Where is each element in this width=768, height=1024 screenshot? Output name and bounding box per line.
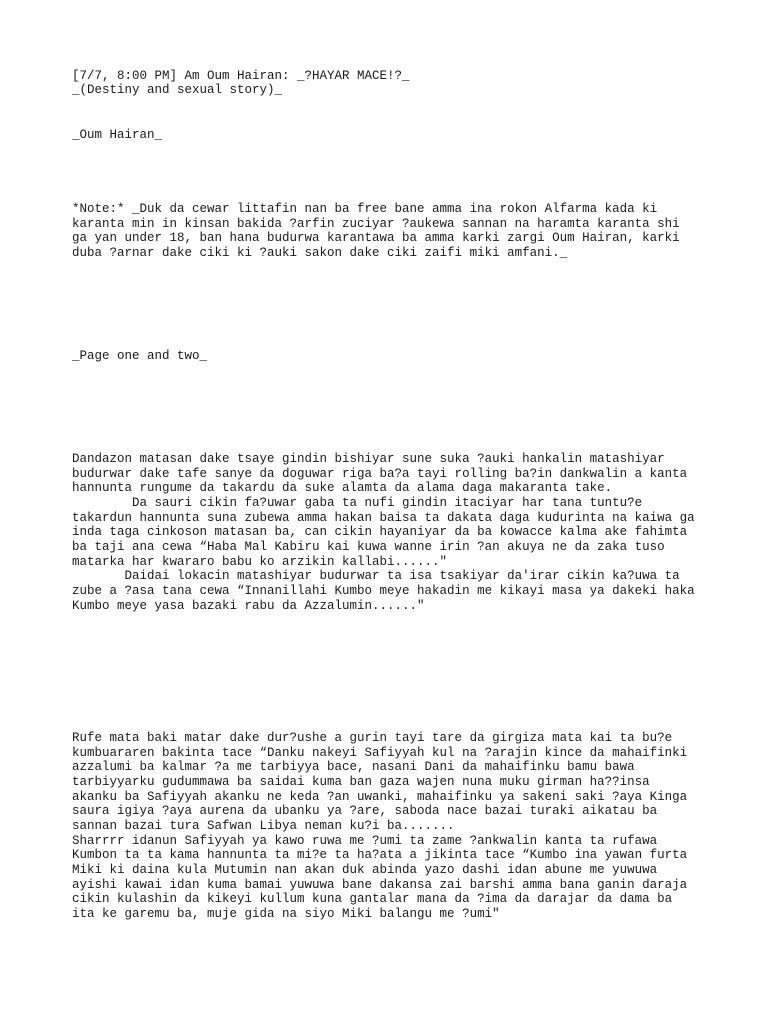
note-line: karanta min in kinsan bakida ?arfin zuciyar ?aukewa sannan na haramta karanta shi xyxy=(72,217,680,231)
paragraph-line: Kumbo meye yasa bazaki rabu da Azzalumin......" xyxy=(72,599,425,613)
paragraph-line: akanku ba Safiyyah akanku ne keda ?an uwanki, mahaifinku ya sakeni saki ?aya Kinga xyxy=(72,790,688,804)
paragraph-line: zube a ?asa tana cewa “Innanillahi Kumbo meye hakadin me kikayi masa ya dakeki haka xyxy=(72,584,695,598)
paragraph-line: tarbiyyarku gudummawa ba saidai kuma ban gaza wajen nuna muku girman ha??insa xyxy=(72,775,650,789)
paragraph-line: matarka har kwararo babu ko arzikin kallabi......" xyxy=(72,555,448,569)
paragraph-line: takardun hannunta suna zubewa amma hakan baisa ta dakata daga kudurinta na kaiwa ga xyxy=(72,511,695,525)
paragraph-line: Miki ki daina kula Mutumin nan akan duk abinda yazo dashi idan abune me yuwuwa xyxy=(72,863,658,877)
paragraph-line: inda taga cinkoson matasan ba, can cikin hayaniyar da ba kowacce kalma ake fahimta xyxy=(72,525,688,539)
note-line: ga yan under 18, ban hana budurwa karantawa ba amma karki zargi Oum Hairan, karki xyxy=(72,231,680,245)
note-line: duba ?arnar dake ciki ki ?auki sakon dake ciki zaifi miki amfani._ xyxy=(72,246,568,260)
paragraph-line: budurwar dake tafe sanye da doguwar riga ba?a tayi rolling ba?in dankwalin a kanta xyxy=(72,467,688,481)
paragraph-line: Sharrrr idanun Safiyyah ya kawo ruwa me ?umi ta zame ?ankwalin kanta ta rufawa xyxy=(72,834,658,848)
paragraph-line: Kumbon ta ta kama hannunta ta mi?e ta ha?ata a jikinta tace “Kumbo ina yawan furta xyxy=(72,848,688,862)
paragraph-line: saura igiya ?aya aurena da ubanku ya ?are, saboda nace bazai turaki aikatau ba xyxy=(72,804,658,818)
author-name: _Oum Hairan_ xyxy=(72,128,163,142)
paragraph-line: cikin kulashin da kikeyi kullum kuna gantalar mana da ?ima da darajar da dama ba xyxy=(72,892,673,906)
note-line: *Note:* _Duk da cewar littafin nan ba free bane amma ina rokon Alfarma kada ki xyxy=(72,202,658,216)
paragraph-line: Da sauri cikin fa?uwar gaba ta nufi gindin itaciyar har tana tuntu?e xyxy=(72,496,643,510)
paragraph-line: Dandazon matasan dake tsaye gindin bishiyar sune suka ?auki hankalin matashiyar xyxy=(72,452,665,466)
paragraph-line: kumbuararen bakinta tace “Danku nakeyi Safiyyah kul na ?arajin kince da mahaifinki xyxy=(72,746,688,760)
paragraph-line: Rufe mata baki matar dake dur?ushe a gurin tayi tare da girgiza mata kai ta bu?e xyxy=(72,731,673,745)
page-label: _Page one and two_ xyxy=(72,349,208,363)
paragraph-line: ayishi kawai idan kuma bamai yuwuwa bane dakansa zai barshi amma bana ganin daraja xyxy=(72,878,688,892)
paragraph-line: hannunta rungume da takardu da suke alamta da alama daga makaranta take. xyxy=(72,481,613,495)
paragraph-line: azzalumi ba kalmar ?a me tarbiyya bace, nasani Dani da mahaifinku bamu bawa xyxy=(72,760,635,774)
header-subtitle: _(Destiny and sexual story)_ xyxy=(72,83,283,97)
header-line: [7/7, 8:00 PM] Am Oum Hairan: _?HAYAR MACE!?_ xyxy=(72,69,410,83)
paragraph-line: sannan bazai tura Safwan Libya neman ku?i ba....... xyxy=(72,819,455,833)
paragraph-line: ba taji ana cewa “Haba Mal Kabiru kai kuwa wanne irin ?an akuya ne da zaka tuso xyxy=(72,540,665,554)
paragraph-line: Daidai lokacin matashiyar budurwar ta isa tsakiyar da'irar cikin ka?uwa ta xyxy=(72,569,680,583)
paragraph-line: ita ke garemu ba, muje gida na siyo Miki balangu me ?umi" xyxy=(72,907,500,921)
